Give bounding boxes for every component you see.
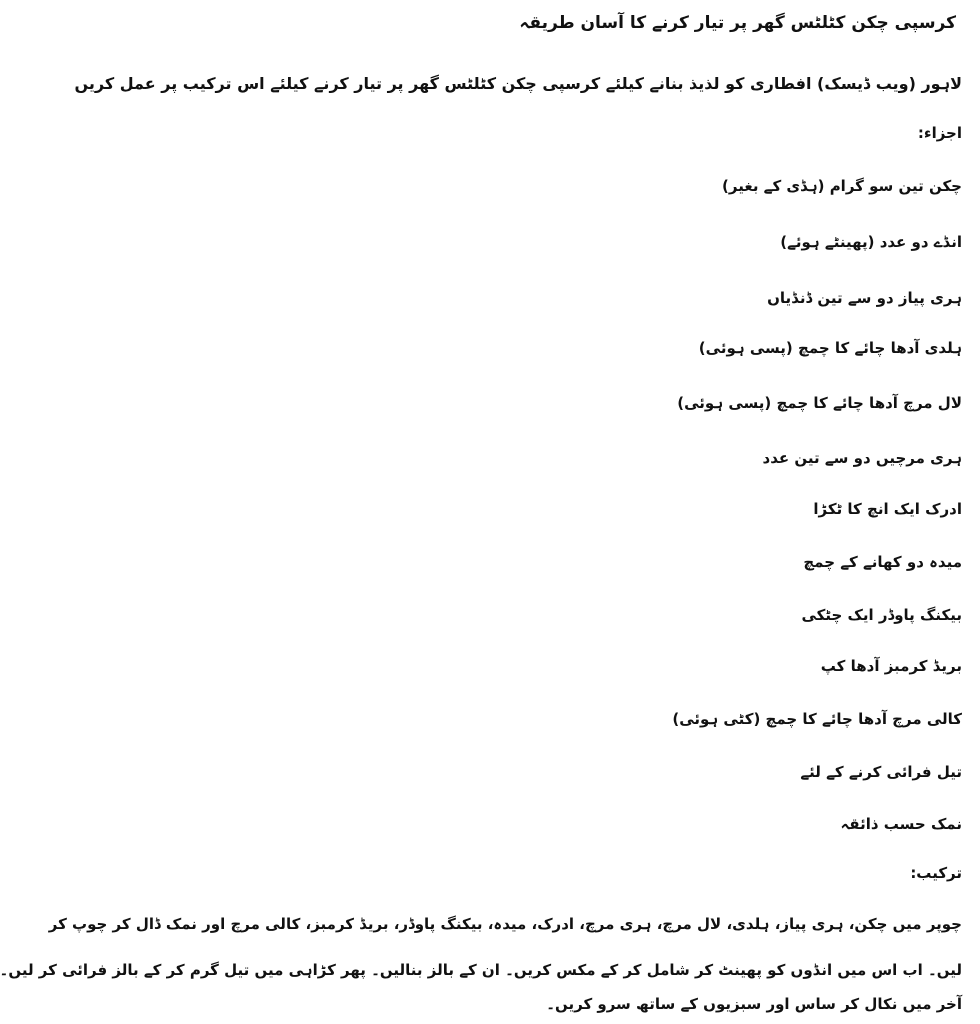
ingredient-item: ہلدی آدھا چائے کا چمچ (پسی ہوئی) bbox=[698, 339, 962, 357]
ingredient-item: بیکنگ پاوڈر ایک چٹکی bbox=[801, 606, 962, 624]
ingredient-item: بریڈ کرمبز آدھا کپ bbox=[820, 657, 962, 675]
method-line: لیں۔ اب اس میں انڈوں کو پھینٹ کر شامل کر کے مکس کریں۔ ان کے بالز بنالیں۔ پھر کڑاہی میں تیل گرم کر کے بالز فرائی کر لیں۔ bbox=[0, 961, 962, 979]
ingredient-item: ادرک ایک انچ کا ٹکڑا bbox=[813, 500, 962, 518]
method-heading: ترکیب: bbox=[910, 864, 962, 882]
ingredient-item: میدہ دو کھانے کے چمچ bbox=[803, 553, 962, 571]
ingredient-item: کالی مرچ آدھا چائے کا چمچ (کٹی ہوئی) bbox=[672, 710, 962, 728]
method-line: آخر میں نکال کر ساس اور سبزیوں کے ساتھ سرو کریں۔ bbox=[546, 995, 962, 1013]
ingredient-item: ہری مرچیں دو سے تین عدد bbox=[762, 449, 962, 467]
ingredient-item: انڈے دو عدد (پھینٹے ہوئے) bbox=[780, 233, 962, 251]
ingredient-item: تیل فرائی کرنے کے لئے bbox=[800, 763, 962, 781]
method-line: چوپر میں چکن، ہری پیاز، ہلدی، لال مرچ، ہری مرچ، ادرک، میدہ، بیکنگ پاوڈر، بریڈ کرمبز، کالی مرچ اور نمک ڈال کر چوپ کر bbox=[48, 915, 962, 933]
ingredient-item: ہری پیاز دو سے تین ڈنڈیاں bbox=[767, 289, 962, 307]
article-title: کرسپی چکن کٹلٹس گھر پر تیار کرنے کا آسان طریقہ bbox=[519, 13, 956, 33]
article-intro: لاہور (ویب ڈیسک) افطاری کو لذیذ بنانے کیلئے کرسپی چکن کٹلٹس گھر پر تیار کرنے کیلئے اس ترکیب پر عمل کریں bbox=[74, 74, 962, 93]
ingredient-item: لال مرچ آدھا چائے کا چمچ (پسی ہوئی) bbox=[677, 394, 962, 412]
ingredients-heading: اجزاء: bbox=[917, 124, 962, 142]
ingredient-item: چکن تین سو گرام (ہڈی کے بغیر) bbox=[722, 177, 962, 195]
ingredient-item: نمک حسب ذائقہ bbox=[840, 815, 962, 833]
